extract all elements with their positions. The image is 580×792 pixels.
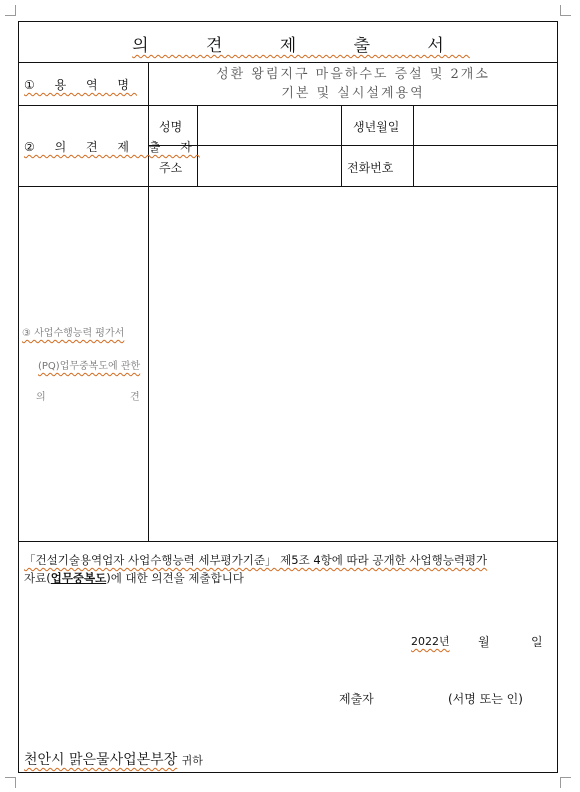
address-field[interactable] [200,149,338,184]
statement-text [24,551,554,587]
table-divider [341,105,342,186]
birth-date-field[interactable] [416,108,554,143]
table-divider [148,145,558,146]
statement-line2-suffix: )에 대한 의견을 제출합니다 [106,571,244,585]
submitter-signature-label: 제출자 [339,692,374,706]
opinion-submission-form [18,21,558,773]
table-divider [413,105,414,186]
form-title: 의 견 제 출 서 [132,36,470,56]
date-month: 월 [478,635,490,649]
statement-line2-prefix: 자료( [24,571,51,585]
table-divider [18,62,558,63]
statement-line1: 「건설기술용역업자 사업수행능력 세부평가기준」 제5조 4항에 따라 공개한 사업행능력평가 [24,553,488,567]
page-corner-mark [5,777,16,788]
opinion-text-area[interactable] [151,189,555,538]
page-corner-mark [560,777,571,788]
submitter-label-text: ② 의 견 제 출 자 [24,140,200,154]
submitter-label [24,138,200,155]
signature-hint: (서명 또는 인) [448,692,523,706]
address-label: 주소 [159,161,183,175]
project-label [24,76,137,93]
phone-field[interactable] [416,149,554,184]
statement-duplication-term: 업무중복도 [50,571,107,585]
name-label: 성명 [159,120,183,134]
opinion-label-line3-right: 견 [130,392,140,403]
table-divider [148,62,149,541]
page-corner-mark [5,5,16,16]
name-field[interactable] [200,108,338,143]
project-name-line1: 성환 왕림지구 마을하수도 증설 및 2개소 [216,67,490,82]
recipient-name: 천안시 맑은물사업본부장 [24,752,178,768]
birth-date-label: 생년월일 [353,120,400,134]
opinion-label-line2: (PQ)업무중복도에 관한 [38,361,141,372]
opinion-label-line1: ③ 사업수행능력 평가서 [22,328,125,339]
table-divider [18,186,558,187]
phone-label: 전화번호 [347,161,394,175]
page-corner-mark [560,5,571,16]
opinion-label-line3-left: 의 [36,392,46,403]
table-divider [18,105,558,106]
project-label-text: ① 용 역 명 [24,78,137,92]
date-year: 2022년 [411,635,450,648]
recipient-suffix: 귀하 [181,754,203,767]
date-day: 일 [531,635,543,649]
table-divider [18,541,558,542]
recipient [24,749,203,769]
project-name-line2: 기본 및 실시설계용역 [281,86,425,101]
